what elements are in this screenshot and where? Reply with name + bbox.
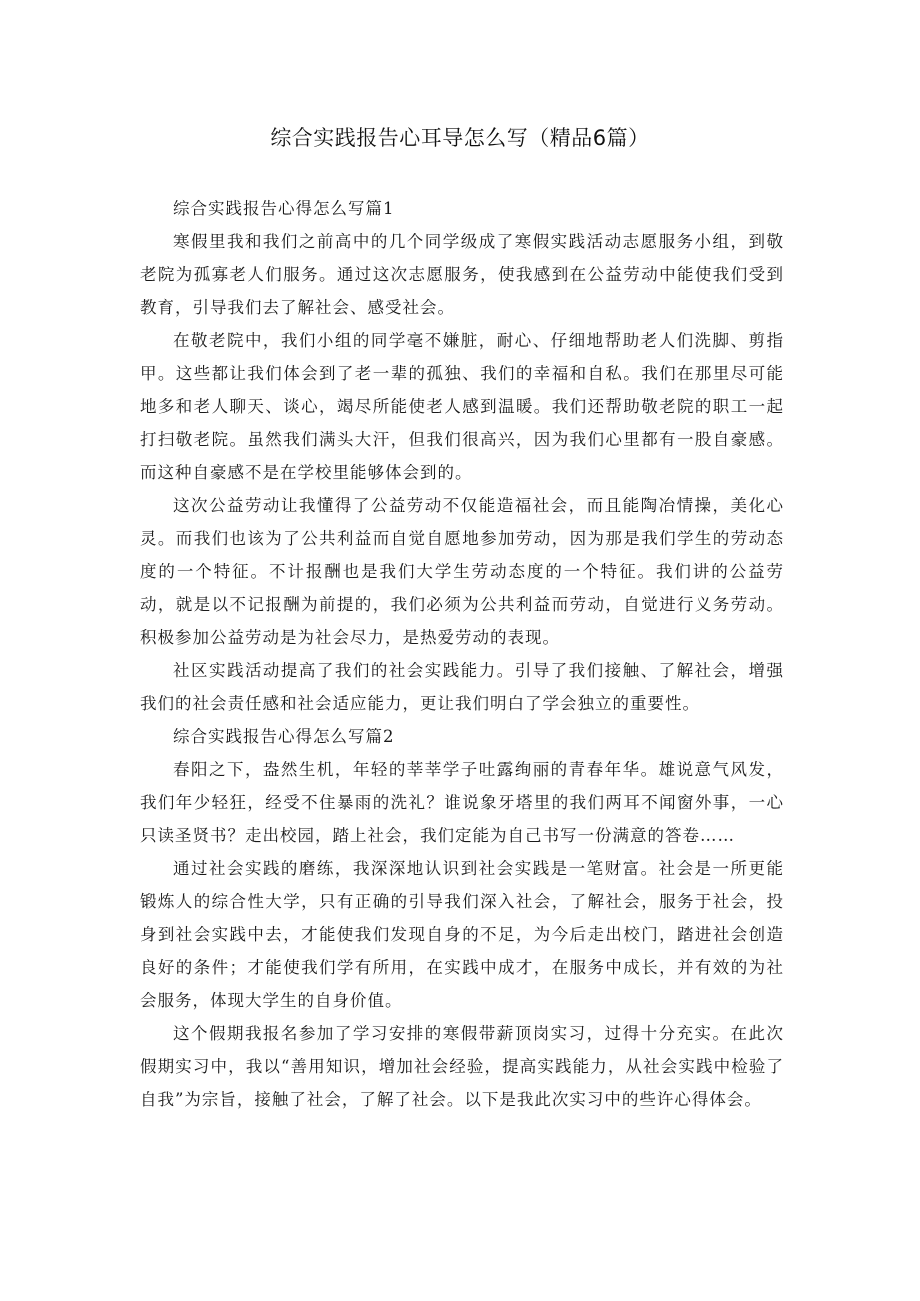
- paragraph: 这次公益劳动让我懂得了公益劳动不仅能造福社会，而且能陶冶情操，美化心灵。而我们也该为了公共利益而自觉自愿地参加劳动，因为那是我们学生的劳动态度的一个特征。不计报酬也是我们大学生劳动态度的一个特征。我们讲的公益劳动，就是以不记报酬为前提的，我们必须为公共利益而劳动，自觉进行义务劳动。积极参加公益劳动是为社会尽力，是热爱劳动的表现。: [140, 496, 784, 647]
- section-heading: 综合实践报告心得怎么写篇2: [173, 727, 395, 746]
- paragraph: 社区实践活动提高了我们的社会实践能力。引导了我们接触、了解社会，增强我们的社会责任感和社会适应能力，更让我们明白了学会独立的重要性。: [140, 661, 784, 713]
- section-heading: 综合实践报告心得怎么写篇1: [173, 199, 395, 218]
- document-body: [140, 192, 784, 1116]
- paragraph: 在敬老院中，我们小组的同学毫不嫌脏，耐心、仔细地帮助老人们洗脚、剪指甲。这些都让我们体会到了老一辈的孤独、我们的幸福和自私。我们在那里尽可能地多和老人聊天、谈心，竭尽所能使老人感到温暖。我们还帮助敬老院的职工一起打扫敬老院。虽然我们满头大汗，但我们很高兴，因为我们心里都有一股自豪感。而这种自豪感不是在学校里能够体会到的。: [140, 331, 784, 482]
- paragraph: 通过社会实践的磨练，我深深地认识到社会实践是一笔财富。社会是一所更能锻炼人的综合性大学，只有正确的引导我们深入社会，了解社会，服务于社会，投身到社会实践中去，才能使我们发现自身的不足，为今后走出校门，踏进社会创造良好的条件；才能使我们学有所用，在实践中成才，在服务中成长，并有效的为社会服务，体现大学生的自身价值。: [140, 859, 784, 1010]
- document-title: 综合实践报告心耳导怎么写（精品6篇）: [270, 126, 650, 150]
- paragraph: 春阳之下，盎然生机，年轻的莘莘学子吐露绚丽的青春年华。雄说意气风发，我们年少轻狂，经受不住暴雨的洗礼？谁说象牙塔里的我们两耳不闻窗外事，一心只读圣贤书？走出校园，踏上社会，我们定能为自己书写一份满意的答卷……: [140, 760, 784, 845]
- paragraph: 这个假期我报名参加了学习安排的寒假带薪顶岗实习，过得十分充实。在此次假期实习中，我以“善用知识，增加社会经验，提高实践能力，从社会实践中检验了自我”为宗旨，接触了社会，了解了社会。以下是我此次实习中的些许心得体会。: [140, 1024, 784, 1109]
- paragraph: 寒假里我和我们之前高中的几个同学级成了寒假实践活动志愿服务小组，到敬老院为孤寡老人们服务。通过这次志愿服务，使我感到在公益劳动中能使我们受到教育，引导我们去了解社会、感受社会。: [140, 232, 784, 317]
